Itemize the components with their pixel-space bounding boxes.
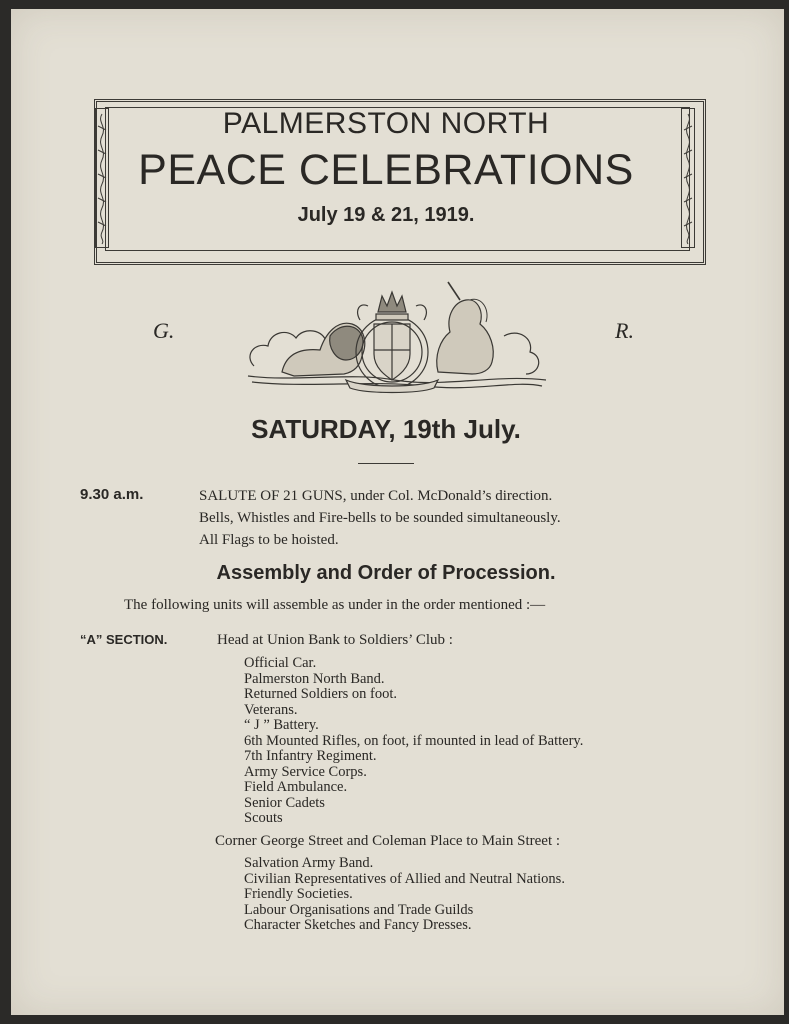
list-item: Civilian Representatives of Allied and Neutral Nations. bbox=[244, 870, 565, 887]
salute-line: All Flags to be hoisted. bbox=[199, 532, 339, 548]
cipher-right: R. bbox=[615, 318, 634, 343]
list-item: Veterans. bbox=[244, 701, 298, 718]
title-dates: July 19 & 21, 1919. bbox=[297, 204, 475, 226]
list-item: Scouts bbox=[244, 810, 283, 826]
salute-line: Bells, Whistles and Fire-bells to be sounded simultaneously. bbox=[199, 510, 561, 526]
second-units bbox=[244, 856, 565, 934]
list-item: “ J ” Battery. bbox=[244, 717, 319, 733]
divider-rule bbox=[358, 463, 414, 464]
list-item: Field Ambulance. bbox=[244, 779, 348, 795]
procession-intro: The following units will assemble as under in the order mentioned :— bbox=[124, 597, 546, 613]
list-item: Labour Organisations and Trade Guilds bbox=[244, 901, 474, 918]
section-a-route: Head at Union Bank to Soldiers’ Club : bbox=[217, 632, 453, 648]
list-item: Senior Cadets bbox=[244, 794, 325, 811]
section-label: “A” SECTION. bbox=[80, 632, 168, 647]
list-item: Character Sketches and Fancy Dresses. bbox=[244, 917, 472, 933]
second-route: Corner George Street and Coleman Place to Main Street : bbox=[215, 833, 561, 849]
section-a-units bbox=[244, 656, 583, 827]
list-item: Army Service Corps. bbox=[244, 763, 367, 780]
list-item: Returned Soldiers on foot. bbox=[244, 686, 398, 702]
coat-of-arms-icon bbox=[234, 276, 546, 400]
procession-heading: Assembly and Order of Procession. bbox=[216, 562, 556, 584]
salute-time: 9.30 a.m. bbox=[80, 486, 144, 503]
list-item: 6th Mounted Rifles, on foot, if mounted in lead of Battery. bbox=[244, 732, 584, 749]
cipher-left: G. bbox=[153, 318, 175, 343]
list-item: 7th Infantry Regiment. bbox=[244, 748, 377, 764]
list-item: Official Car. bbox=[244, 655, 317, 671]
list-item: Palmerston North Band. bbox=[244, 670, 385, 687]
list-item: Friendly Societies. bbox=[244, 886, 353, 902]
list-item: Salvation Army Band. bbox=[244, 855, 374, 871]
day-heading: SATURDAY, 19th July. bbox=[251, 414, 521, 444]
salute-line: SALUTE OF 21 GUNS, under Col. McDonald’s direction. bbox=[199, 488, 553, 504]
title-town: PALMERSTON NORTH bbox=[222, 107, 550, 140]
title-main: PEACE CELEBRATIONS bbox=[138, 146, 634, 194]
